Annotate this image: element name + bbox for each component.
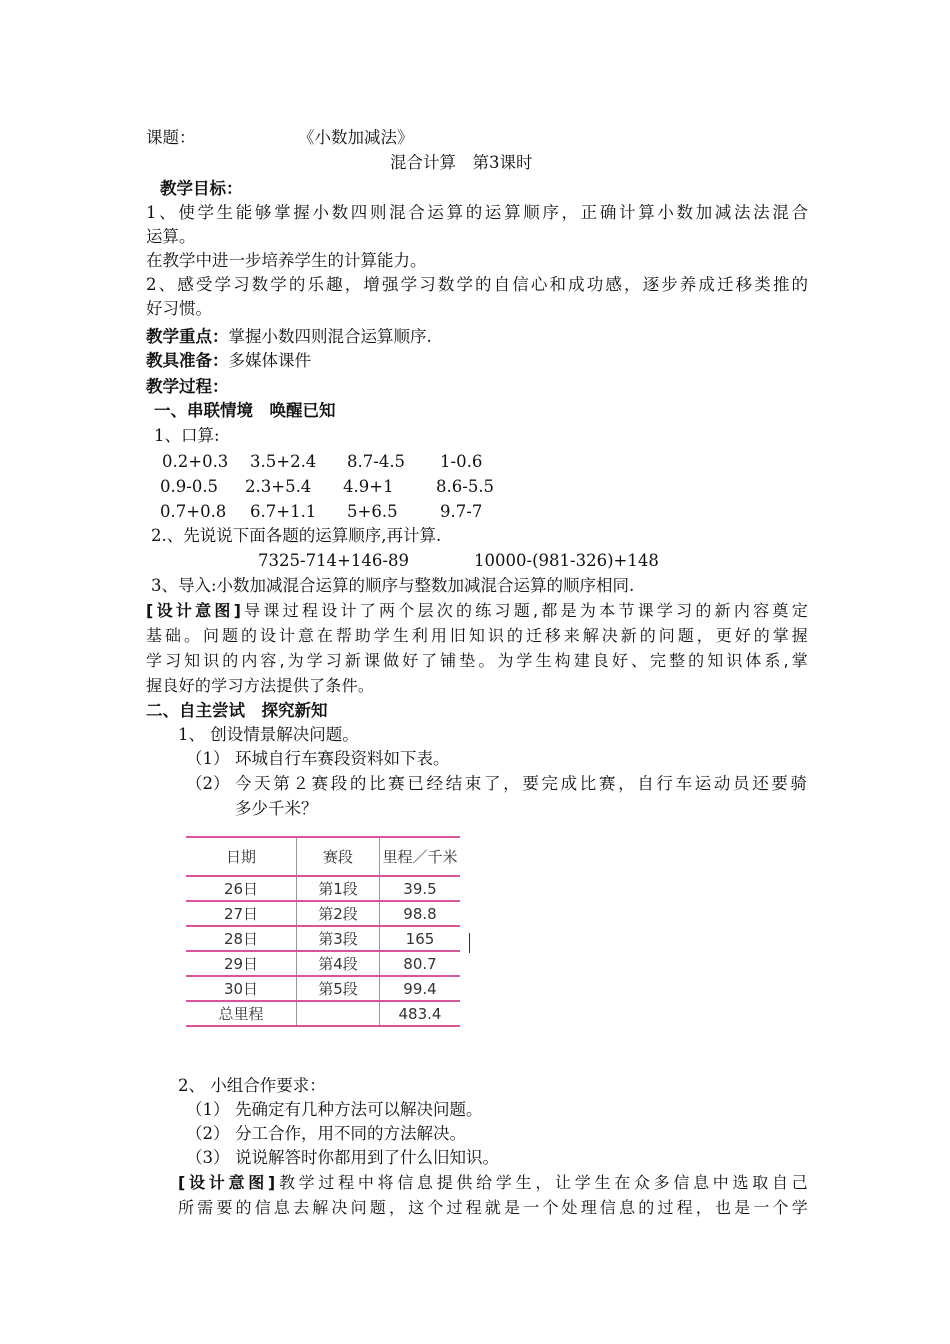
key-point	[146, 325, 432, 349]
oral-calc-label: 1、口算:	[154, 426, 220, 445]
problem-1-text: 环城自行车赛段资料如下表。	[235, 749, 450, 768]
table-cell: 80.7	[380, 951, 461, 976]
problem-2-line-1: 今天第２赛段的比赛已经结束了，要完成比赛，自行车运动员还要骑	[235, 774, 807, 793]
table-cell	[297, 1001, 380, 1026]
requirement-2-text: 分工合作，用不同的方法解决。	[235, 1124, 466, 1143]
requirement-1-number: （1）	[186, 1100, 230, 1119]
design-intent-1-line-1	[146, 599, 808, 623]
objective-2-line-1: 2、感受学习数学的乐趣，增强学习数学的自信心和成功感，逐步养成迁移类推的	[146, 275, 808, 294]
problem-2-number: （2）	[186, 774, 230, 793]
design-intent-1-line-4: 握良好的学习方法提供了条件。	[146, 676, 375, 695]
table-row	[186, 951, 460, 976]
design-intent-2-line-2: 所需要的信息去解决问题，这个过程就是一个处理信息的过程，也是一个学	[178, 1198, 808, 1217]
section-1-heading: 一、串联情境 唤醒已知	[154, 401, 336, 420]
calc-item: 8.6-5.5	[436, 477, 495, 496]
table-header-cell: 里程／千米	[380, 837, 461, 876]
calc-item: 0.2+0.3	[162, 452, 229, 471]
table-cell: 总里程	[186, 1001, 297, 1026]
expression-2: 10000-(981-326)+148	[474, 551, 659, 570]
table-cell: 30日	[186, 976, 297, 1001]
key-point-text: 掌握小数四则混合运算顺序.	[228, 327, 432, 346]
problem-2-line-2: 多少千米？	[235, 799, 318, 818]
table-header-cell: 赛段	[297, 837, 380, 876]
table-row	[186, 1001, 460, 1026]
calc-item: 0.7+0.8	[160, 502, 227, 521]
design-intent-text: 导课过程设计了两个层次的练习题,都是为本节课学习的新内容奠定	[241, 601, 808, 620]
design-intent-label: [设计意图]	[146, 601, 242, 620]
objective-2-line-2: 好习惯。	[146, 299, 212, 318]
design-intent-1-line-3: 学习知识的内容,为学习新课做好了铺垫。为学生构建良好、完整的知识体系,掌	[146, 651, 808, 670]
table-cell: 第3段	[297, 926, 380, 951]
calc-item: 2.3+5.4	[245, 477, 312, 496]
table-cell: 483.4	[380, 1001, 461, 1026]
problem-1-number: （1）	[186, 749, 230, 768]
objectives-heading: 教学目标：	[160, 179, 243, 198]
table-row	[186, 901, 460, 926]
text-cursor	[469, 933, 470, 953]
step-1: 1、 创设情景解决问题。	[178, 725, 359, 744]
design-intent-label: [设计意图]	[178, 1173, 276, 1192]
table-row	[186, 976, 460, 1001]
order-instruction: 2.、先说说下面各题的运算顺序,再计算.	[151, 526, 442, 545]
requirement-3-number: （3）	[186, 1148, 230, 1167]
materials-text: 多媒体课件	[228, 351, 311, 370]
objective-1-line-1: 1、使学生能够掌握小数四则混合运算的运算顺序，正确计算小数加减法法混合	[146, 203, 808, 222]
table-cell: 29日	[186, 951, 297, 976]
lesson-subtitle: 混合计算 第3课时	[390, 153, 533, 172]
table-cell: 第1段	[297, 876, 380, 901]
table-cell: 28日	[186, 926, 297, 951]
table-cell: 第5段	[297, 976, 380, 1001]
calc-item: 6.7+1.1	[250, 502, 317, 521]
table-cell: 165	[380, 926, 461, 951]
key-point-label: 教学重点：	[146, 327, 229, 346]
section-2-heading: 二、自主尝试 探究新知	[146, 701, 328, 720]
design-intent-2-line-1	[178, 1171, 808, 1195]
table-header-row	[186, 837, 460, 876]
table-cell: 第4段	[297, 951, 380, 976]
objective-1-line-2: 运算。	[146, 227, 196, 246]
calc-item: 5+6.5	[347, 502, 398, 521]
table-cell: 98.8	[380, 901, 461, 926]
calc-item: 3.5+2.4	[250, 452, 317, 471]
table-cell: 26日	[186, 876, 297, 901]
intro-text: 3、导入:小数加减混合运算的顺序与整数加减混合运算的顺序相同.	[151, 576, 635, 595]
requirement-1-text: 先确定有几种方法可以解决问题。	[235, 1100, 483, 1119]
table-cell: 第2段	[297, 901, 380, 926]
calc-item: 8.7-4.5	[347, 452, 406, 471]
calc-item: 4.9+1	[343, 477, 394, 496]
requirement-2-number: （2）	[186, 1124, 230, 1143]
objective-1-line-3: 在教学中进一步培养学生的计算能力。	[146, 251, 427, 270]
calc-item: 0.9-0.5	[160, 477, 219, 496]
table-cell: 39.5	[380, 876, 461, 901]
calc-item: 1-0.6	[440, 452, 483, 471]
process-heading: 教学过程：	[146, 377, 229, 396]
table-row	[186, 926, 460, 951]
requirement-3-text: 说说解答时你都用到了什么旧知识。	[235, 1148, 499, 1167]
design-intent-text: 教学过程中将信息提供给学生，让学生在众多信息中选取自己	[275, 1173, 808, 1192]
materials-label: 教具准备：	[146, 351, 229, 370]
mileage-table	[186, 836, 460, 1027]
step-2: 2、 小组合作要求：	[178, 1076, 326, 1095]
table-cell: 99.4	[380, 976, 461, 1001]
table-row	[186, 876, 460, 901]
design-intent-1-line-2: 基础。问题的设计意在帮助学生利用旧知识的迁移来解决新的问题，更好的掌握	[146, 626, 808, 645]
table-header-cell: 日期	[186, 837, 297, 876]
materials	[146, 349, 311, 373]
expression-1: 7325-714+146-89	[258, 551, 409, 570]
table-cell: 27日	[186, 901, 297, 926]
topic-label: 课题：	[146, 128, 196, 147]
topic-title: 《小数加减法》	[298, 128, 414, 147]
calc-item: 9.7-7	[440, 502, 483, 521]
